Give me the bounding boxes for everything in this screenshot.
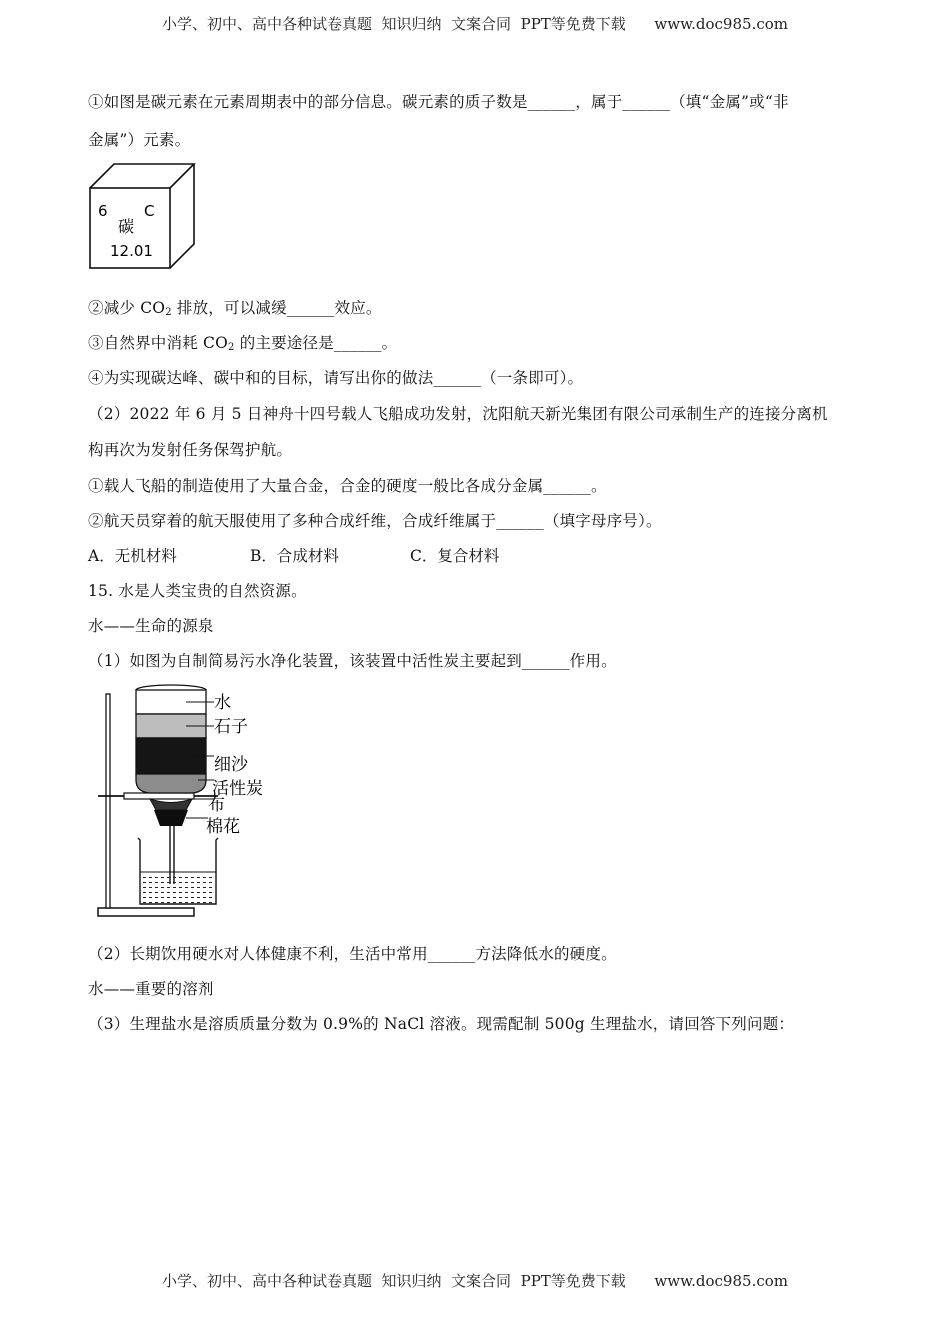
label-cloth: 布 xyxy=(208,795,225,815)
q14-sub2-line2: 构再次为发射任务保驾护航。 xyxy=(88,441,293,459)
option-a: A．无机材料 xyxy=(88,547,177,565)
option-b: B．合成材料 xyxy=(250,547,339,565)
option-c: C．复合材料 xyxy=(410,547,500,565)
q15-sub3: （3）生理盐水是溶质质量分数为 0.9%的 NaCl 溶液。现需配制 500g 生理盐水，请回答下列问题： xyxy=(88,1015,795,1033)
element-name: 碳 xyxy=(118,217,135,236)
label-stones: 石子 xyxy=(214,717,248,737)
q14-part1-line1: ①如图是碳元素在元素周期表中的部分信息。碳元素的质子数是______，属于______（填“金属”或“非 xyxy=(88,93,789,111)
label-activated-carbon: 活性炭 xyxy=(212,779,263,799)
label-water: 水 xyxy=(214,693,231,713)
element-symbol: C xyxy=(144,202,155,220)
q15-sub2: （2）长期饮用硬水对人体健康不利，生活中常用______方法降低水的硬度。 xyxy=(88,945,617,963)
page-header: 小学、初中、高中各种试卷真题 知识归纳 文案合同 PPT等免费下载 www.doc985.com xyxy=(161,15,788,33)
q14-part4: ④为实现碳达峰、碳中和的目标，请写出你的做法______（一条即可）。 xyxy=(88,369,584,387)
q14-part2: ②减少 $CO_2$ 排放，可以减缓______效应。 xyxy=(88,299,382,318)
q15-sub1: （1）如图为自制简易污水净化装置，该装置中活性炭主要起到______作用。 xyxy=(88,652,617,670)
q15-section2: 水——重要的溶剂 xyxy=(88,980,214,998)
water-filter-apparatus xyxy=(94,680,274,922)
q14-part1-line2: 金属”）元素。 xyxy=(88,131,191,149)
q14-sub2-question1: ①载人飞船的制造使用了大量合金，合金的硬度一般比各成分金属______。 xyxy=(88,477,607,495)
q14-part3: ③自然界中消耗 $CO_2$ 的主要途径是______。 xyxy=(88,334,398,353)
element-number: 6 xyxy=(98,202,108,220)
page-footer: 小学、初中、高中各种试卷真题 知识归纳 文案合同 PPT等免费下载 www.doc985.com xyxy=(161,1272,788,1290)
q14-sub2-question2: ②航天员穿着的航天服使用了多种合成纤维，合成纤维属于______（填字母序号）。 xyxy=(88,512,662,530)
label-fine-sand: 细沙 xyxy=(214,755,248,775)
element-mass: 12.01 xyxy=(110,242,153,260)
q15-section1: 水——生命的源泉 xyxy=(88,617,214,635)
q14-sub2-line1: （2）2022 年 6 月 5 日神舟十四号载人飞船成功发射，沈阳航天新光集团有限公司承制生产的连接分离机 xyxy=(88,405,828,423)
q15-title: 15. 水是人类宝贵的自然资源。 xyxy=(88,582,307,600)
label-cotton: 棉花 xyxy=(206,817,240,837)
carbon-element-cube xyxy=(88,160,198,272)
